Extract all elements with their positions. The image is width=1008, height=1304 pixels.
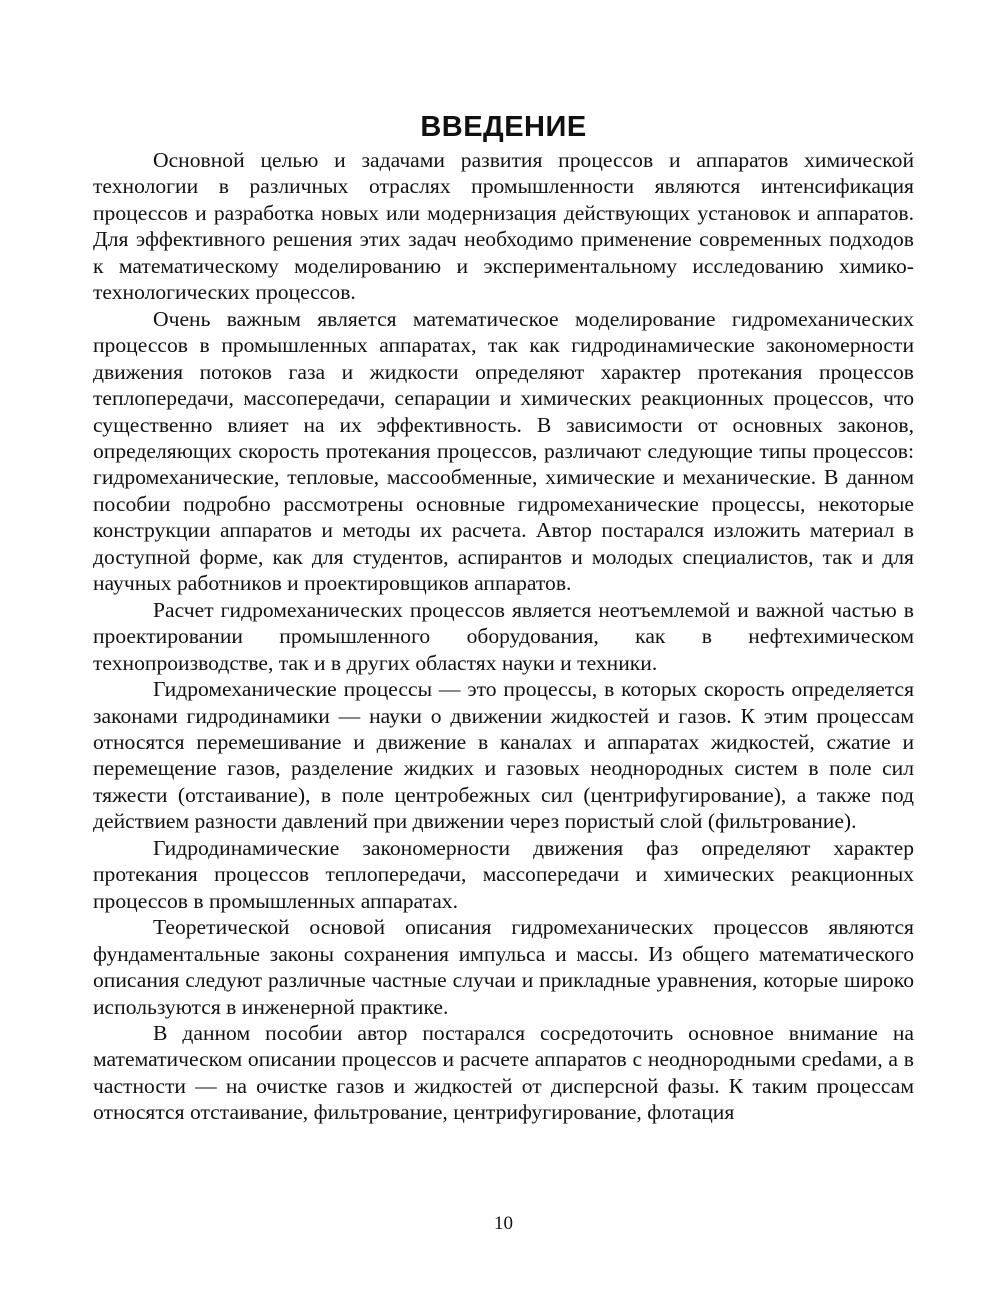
body-text [93, 147, 914, 1126]
book-page [93, 0, 914, 1304]
paragraph: Гидродинамические закономерности движения фаз определяют характер протекания процессов теплопередачи, массопередачи и химических реакционных процессов в промышленных аппаратах. [93, 835, 914, 913]
paragraph: Очень важным является математическое моделирование гидромеханических процессов в промышленных аппаратах, так как гидродинамические закономерности движения потоков газа и жидкости определяют характер протекания процессов теплопередачи, массопередачи, сепарации и химических реакционных процессов, что существенно влияет на их эффективность. В зависимости от основных законов, определяющих скорость протекания процессов, различают следующие типы процессов: гидромеханические, тепловые, массообменные, химические и механические. В данном пособии подробно рассмотрены основные гидромеханические процессы, некоторые конструкции аппаратов и методы их расчета. Автор постарался изложить материал в доступной форме, как для студентов, аспирантов и молодых специалистов, так и для научных работников и проектировщиков аппаратов. [93, 306, 914, 596]
paragraph: Расчет гидромеханических процессов является неотъемлемой и важной частью в проектировании промышленного оборудования, как в нефтехимическом технопроизводстве, так и в других областях науки и техники. [93, 597, 914, 675]
paragraph: В данном пособии автор постарался сосредоточить основное внимание на математическом описании процессов и расчете аппаратов с неоднородными среdами, а в частности — на очистке газов и жидкостей от дисперсной фазы. К таким процессам относятся отстаивание, фильтрование, центрифугирование, флотация [93, 1020, 914, 1125]
paragraph: Теоретической основой описания гидромеханических процессов являются фундаментальные законы сохранения импульса и массы. Из общего математического описания следуют различные частные случаи и прикладные уравнения, которые широко используются в инженерной практике. [93, 915, 914, 1019]
paragraph: Гидромеханические процессы — это процессы, в которых скорость определяется законами гидродинамики — науки о движении жидкостей и газов. К этим процессам относятся перемешивание и движение в каналах и аппаратах жидкостей, сжатие и перемещение газов, разделение жидких и газовых неоднородных систем в поле сил тяжести (отстаивание), в поле центробежных сил (центрифугирование), а также под действием разности давлений при движении через пористый слой (фильтрование). [93, 677, 914, 834]
page-number: 10 [494, 1213, 513, 1234]
paragraph: Основной целью и задачами развития процессов и аппаратов химической технологии в различных отраслях промышленности являются интенсификация процессов и разработка новых или модернизация действующих установок и аппаратов. Для эффективного решения этих задач необходимо применение современных подходов к математическому моделированию и экспериментальному исследованию химико-технологических процессов. [93, 148, 914, 305]
chapter-title: ВВЕДЕНИЕ [420, 111, 587, 144]
